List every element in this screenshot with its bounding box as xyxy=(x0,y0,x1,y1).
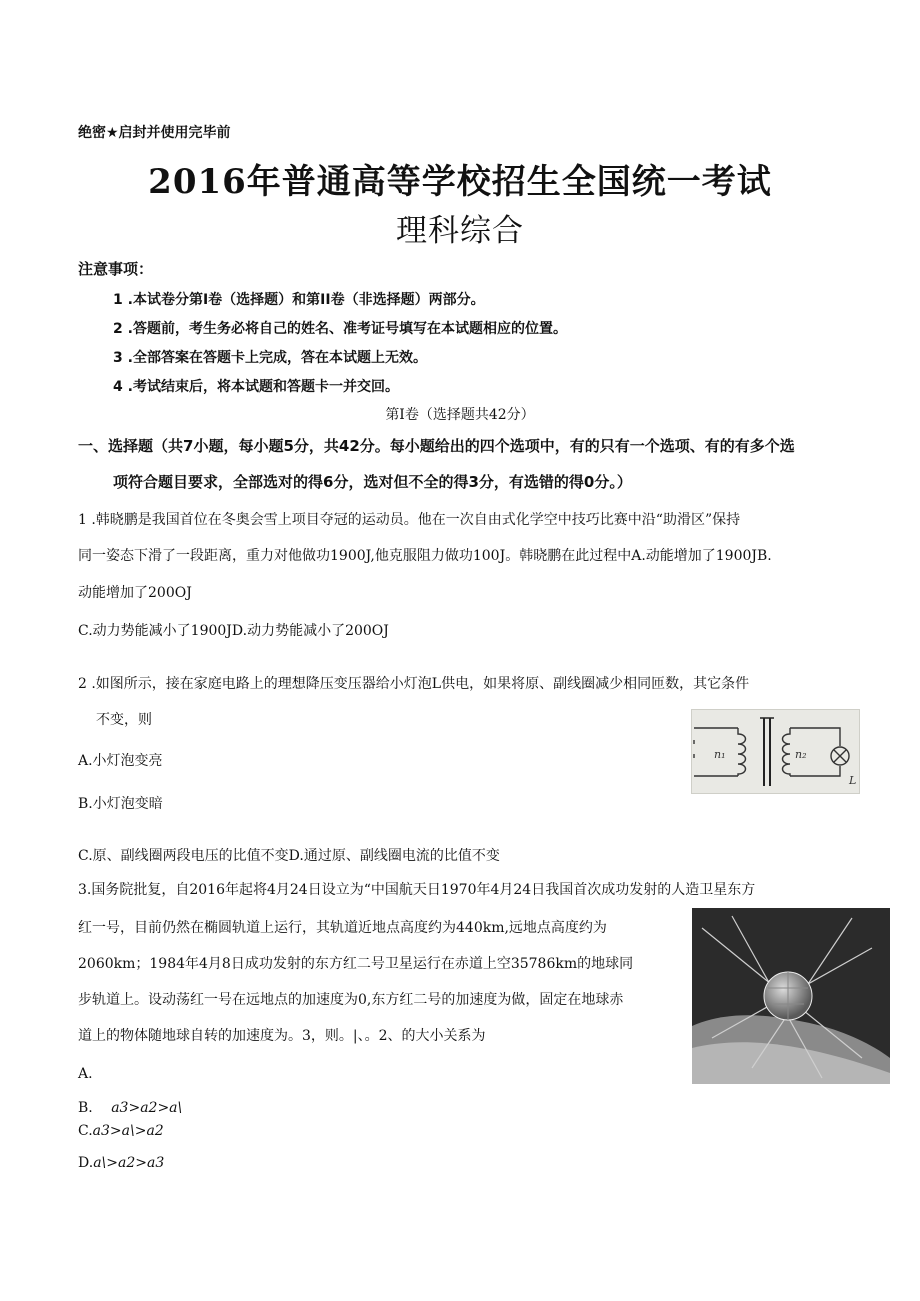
section-instructions-line1: 一、选择题（共7小题，每小题5分，共42分。每小题给出的四个选项中，有的只有一个选项、有的有多个选 xyxy=(78,437,795,455)
q3-line2: 红一号，目前仍然在椭圆轨道上运行，其轨道近地点高度约为440km,远地点高度约为 xyxy=(78,920,607,936)
q2-option-a: A.小灯泡变亮 xyxy=(78,753,163,769)
q3-option-a: A. xyxy=(78,1066,93,1082)
note-text: .答题前，考生务必将自己的姓名、准考证号填写在本试题相应的位置。 xyxy=(127,321,567,337)
note-item xyxy=(113,347,427,367)
note-item xyxy=(113,376,399,396)
q1-line3: 动能增加了200OJ xyxy=(78,585,192,601)
transformer-diagram xyxy=(692,710,859,793)
n2-label: n₂ xyxy=(795,748,807,761)
q2-line1: 2 .如图所示，接在家庭电路上的理想降压变压器给小灯泡L供电，如果将原、副线圈减少相同匝数，其它条件 xyxy=(78,676,750,692)
lamp-label: L xyxy=(849,774,857,787)
exam-subtitle: 理科综合 xyxy=(396,213,524,249)
option-expression: a3>a\>a2 xyxy=(92,1123,164,1139)
q3-line5: 道上的物体随地球自转的加速度为。3，则。|、。2、的大小关系为 xyxy=(78,1028,486,1044)
transformer-figure xyxy=(691,709,860,794)
q2-option-cd: C.原、副线圈两段电压的比值不变D.通过原、副线圈电流的比值不变 xyxy=(78,848,500,864)
q1-line4: C.动力势能减小了1900JD.动力势能减小了200OJ xyxy=(78,623,389,639)
q3-option-b xyxy=(78,1100,182,1116)
note-text: .全部答案在答题卡上完成，答在本试题上无效。 xyxy=(127,350,427,366)
note-number: 2 xyxy=(113,321,123,337)
q1-line2: 同一姿态下滑了一段距离，重力对他做功1900J,他克服阻力做功100J。韩晓鹏在此过程中A.动能增加了1900JB. xyxy=(78,548,772,564)
q1-line1: 1 .韩晓鹏是我国首位在冬奥会雪上项目夺冠的运动员。他在一次自由式化学空中技巧比赛中沿“助滑区”保持 xyxy=(78,512,741,528)
option-expression: a3>a2>a\ xyxy=(111,1100,183,1116)
n1-label: n₁ xyxy=(714,748,726,761)
option-label: D. xyxy=(78,1155,94,1171)
q2-line2: 不变，则 xyxy=(96,712,152,728)
note-item xyxy=(113,289,485,309)
note-number: 3 xyxy=(113,350,123,366)
q2-option-b: B.小灯泡变暗 xyxy=(78,796,163,812)
section-heading: 第I卷（选择题共42分） xyxy=(385,407,535,423)
q3-option-c xyxy=(78,1123,164,1139)
q3-option-d xyxy=(78,1155,164,1171)
option-label: C. xyxy=(78,1123,93,1139)
option-label: B. xyxy=(78,1100,93,1116)
note-text: .本试卷分第I卷（选择题）和第II卷（非选择题）两部分。 xyxy=(127,292,485,308)
q3-line3: 2060km；1984年4月8日成功发射的东方红二号卫星运行在赤道上空35786km的地球同 xyxy=(78,956,634,972)
q3-line4: 步轨道上。设动荡红一号在远地点的加速度为0,东方红二号的加速度为做，固定在地球赤 xyxy=(78,992,624,1008)
note-number: 4 xyxy=(113,379,123,395)
q3-line1: 3.国务院批复，自2016年起将4月24日设立为“中国航天日1970年4月24日我国首次成功发射的人造卫星东方 xyxy=(78,882,756,898)
satellite-illustration xyxy=(692,908,890,1084)
option-expression: a\>a2>a3 xyxy=(93,1155,165,1171)
note-text: .考试结束后，将本试题和答题卡一并交回。 xyxy=(127,379,399,395)
exam-title: 2016年普通高等学校招生全国统一考试 xyxy=(148,162,772,202)
note-item xyxy=(113,318,567,338)
satellite-photo xyxy=(692,908,890,1084)
section-instructions-line2: 项符合题目要求，全部选对的得6分，选对但不全的得3分，有选错的得0分。） xyxy=(113,473,632,491)
notes-heading: 注意事项： xyxy=(78,260,154,278)
note-number: 1 xyxy=(113,292,123,308)
confidential-label: 绝密★启封并使用完毕前 xyxy=(78,125,231,141)
